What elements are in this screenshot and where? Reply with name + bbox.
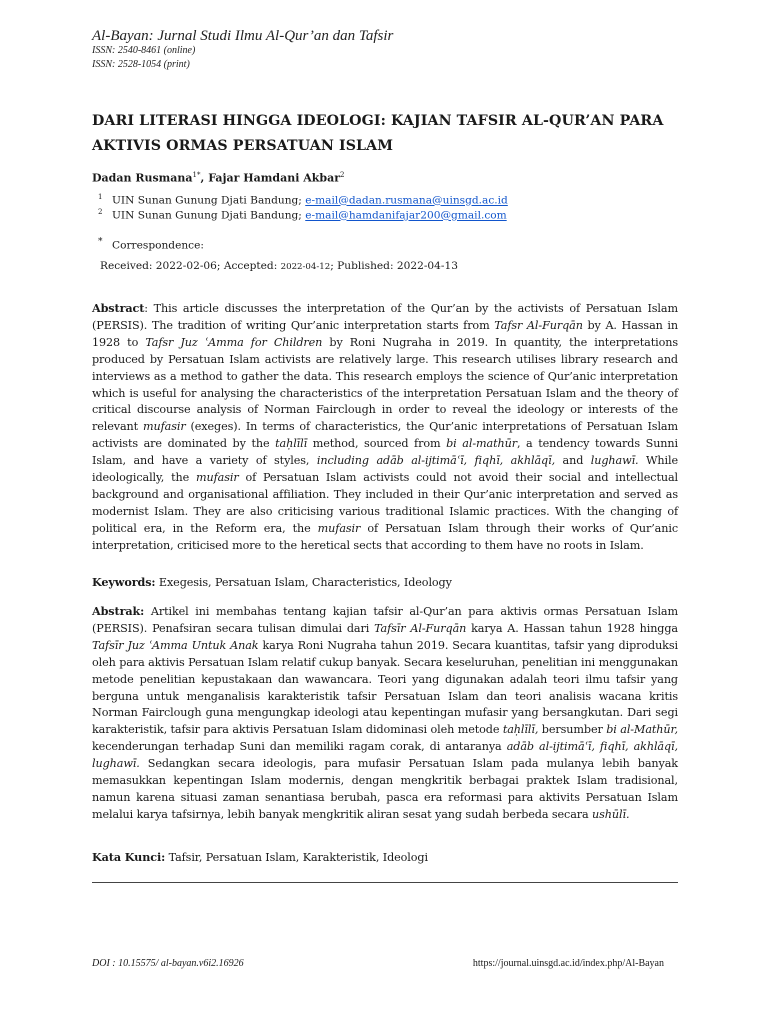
- keywords-label: Keywords:: [92, 575, 156, 589]
- published-date: ; Published: 2022-04-13: [330, 260, 458, 272]
- email-link[interactable]: e-mail@hamdanifajar200@gmail.com: [305, 209, 507, 222]
- email-link[interactable]: e-mail@dadan.rusmana@uinsgd.ac.id: [305, 194, 508, 207]
- abstract-english: [92, 300, 678, 555]
- abstract-indonesian: [92, 603, 678, 824]
- abstract-text: of Persatuan Islam through their works of Qur’anic interpretation, criticised more to the heretical sects that according to them have no roots in Islam.: [92, 521, 678, 552]
- affiliation-institution: UIN Sunan Gunung Djati Bandung;: [112, 209, 306, 222]
- journal-title: Al-Bayan: Jurnal Studi Ilmu Al-Qur’an dan Tafsir: [92, 28, 394, 44]
- keywords-indonesian: [92, 849, 678, 867]
- abstract-italic: taḥlīlī: [275, 437, 308, 451]
- keywords-text: Exegesis, Persatuan Islam, Characteristics, Ideology: [155, 576, 452, 589]
- abstract-text: and: [555, 454, 591, 468]
- correspondence-line: [98, 237, 204, 252]
- abstract-italic: Tafsr Al-Furqān: [494, 318, 583, 332]
- abstract-italic: mufasir: [195, 471, 239, 485]
- abstract-text: karya A. Hassan tahun 1928 hingga: [466, 621, 678, 635]
- affiliation-item: [98, 193, 508, 207]
- abstract-italic: including adāb al-ijtimāʿī, fiqhī, akhlāqī,: [316, 454, 556, 468]
- keywords-text: Tafsir, Persatuan Islam, Karakteristik, Ideologi: [165, 851, 428, 864]
- abstract-italic: bi al-Mathūr,: [606, 723, 678, 737]
- abstract-italic: taḥlīlī,: [502, 723, 539, 737]
- journal-url[interactable]: https://journal.uinsgd.ac.id/index.php/Al-Bayan: [472, 958, 664, 969]
- abstract-label: Abstract: [92, 301, 145, 315]
- abstract-text: karya Roni Nugraha tahun 2019. Secara kuantitas, tafsir yang diproduksi oleh para aktivis Persatuan Islam relatif cukup banyak. Secara keseluruhan, penelitian ini menggunakan metode penelitian kepustakaan dan wawancara. Teori yang digunakan adalah teori ilmu tafsir yang berguna untuk menganalisis karakteristik tafsir Persatuan Islam dan teori analisis wacana kritis Norman Fairclough guna mengungkap ideologi atau kepentingan mufasir yang bersangkutan. Dari segi karakteristik, tafsir para aktivis Persatuan Islam didominasi oleh metode: [92, 638, 678, 737]
- author-line: [92, 171, 344, 185]
- correspondence-label: Correspondence:: [112, 239, 204, 252]
- author-superscript: 2: [340, 171, 345, 179]
- abstract-italic: mufasir: [142, 420, 186, 434]
- article-title: DARI LITERASI HINGGA IDEOLOGI: KAJIAN TAFSIR AL-QUR’AN PARA AKTIVIS ORMAS PERSATUAN ISLAM: [92, 113, 664, 154]
- author-name: Dadan Rusmana: [92, 171, 193, 185]
- keywords-label: Kata Kunci:: [92, 850, 166, 864]
- section-divider: [92, 882, 678, 883]
- abstract-text: of Persatuan Islam activists could not avoid their social and intellectual background and organisational affiliation. They included in their Qur’anic interpretation and served as modernist Islam. They are also criticising various traditional Islamic practices. With the changing of political era, in the Reform era, the: [92, 471, 678, 535]
- abstract-text: bersumber: [538, 723, 607, 737]
- abstract-text: by Roni Nugraha in 2019. In quantity, the interpretations produced by Persatuan Islam activists are relatively large. This research utilises library research and interviews as a method to gather the data. This research employs the science of Qur’anic interpretation which is useful for analysing the characteristics of the interpretation Persatuan Islam and the theory of critical discourse analysis of Norman Fairclough in order to reveal the ideology or interests of the relevant: [92, 335, 679, 434]
- abstract-text: Artikel ini membahas tentang kajian tafsir al-Qur’an para aktivis ormas Persatuan Islam (PERSIS). Penafsiran secara tulisan dimulai dari: [92, 605, 678, 635]
- abstract-italic: Tafsīr Al-Furqān: [374, 621, 467, 635]
- doi-text: DOI : 10.15575/ al-bayan.v6i2.16926: [92, 958, 244, 969]
- submission-dates: [100, 260, 458, 272]
- abstract-text: , a tendency towards Sunni Islam, and have a variety of styles,: [92, 437, 678, 468]
- abstract-italic: mufasir: [317, 521, 361, 535]
- abstract-text: method, sourced from: [307, 437, 447, 451]
- abstract-label: Abstrak:: [92, 604, 145, 618]
- keywords-english: [92, 574, 678, 592]
- affiliation-institution: UIN Sunan Gunung Djati Bandung;: [112, 194, 306, 207]
- author-separator: ,: [200, 171, 209, 185]
- received-date: Received: 2022-02-06; Accepted:: [100, 260, 281, 272]
- abstract-text: (exeges). In terms of characteristics, the Qur’anic interpretations of Persatuan Islam activists are dominated by the: [92, 420, 679, 451]
- abstract-italic: adāb al-ijtimāʿī, fiqhī, akhlāqī, lughawī.: [92, 740, 678, 771]
- abstract-italic: Tafsr Juz ʿAmma for Children: [145, 335, 323, 349]
- issn-online: ISSN: 2540-8461 (online): [92, 45, 196, 56]
- author-superscript: 1*: [192, 171, 201, 179]
- author-name: Fajar Hamdani Akbar: [208, 171, 341, 185]
- abstract-text: : This article discusses the interpretation of the Qur’an by the activists of Persatuan Islam (PERSIS). The tradition of writing Qur’anic interpretation starts from: [92, 302, 678, 332]
- correspondence-mark: *: [98, 237, 103, 247]
- abstract-italic: lughawī.: [590, 454, 639, 468]
- abstract-text: by A. Hassan in 1928 to: [92, 318, 678, 349]
- accepted-date: 2022-04-12: [280, 262, 331, 272]
- affiliation-item: [98, 208, 507, 222]
- abstract-text: kecenderungan terhadap Suni dan memiliki ragam corak, di antaranya: [92, 740, 507, 754]
- abstract-italic: ushūlī.: [592, 807, 630, 821]
- abstract-italic: Tafsīr Juz ʿAmma Untuk Anak: [92, 638, 259, 652]
- abstract-text: While ideologically, the: [92, 454, 678, 485]
- abstract-italic: bi al-mathūr: [446, 437, 517, 451]
- affiliation-number: 1: [98, 193, 103, 201]
- abstract-text: Sedangkan secara ideologis, para mufasir Persatuan Islam pada mulanya lebih banyak memasukkan kepentingan Islam modernis, dengan mengkritik berbagai praktek Islam tradisional, namun karena situasi zaman senantiasa berubah, pasca era reformasi para aktivits Persatuan Islam melalui karya tafsirnya, lebih banyak mengkritik aliran sesat yang sudah berbeda secara: [92, 757, 678, 821]
- affiliation-number: 2: [98, 208, 103, 216]
- issn-print: ISSN: 2528-1054 (print): [92, 59, 190, 70]
